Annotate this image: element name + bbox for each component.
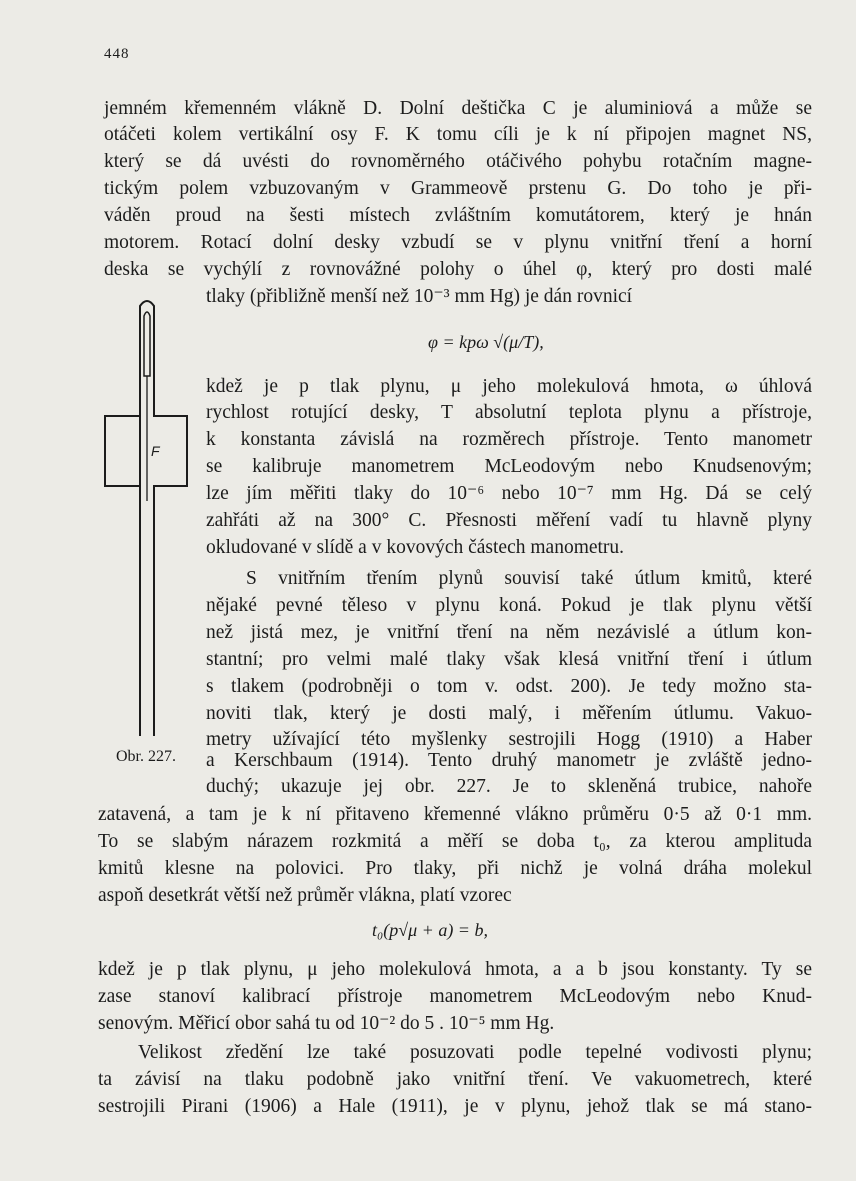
text-line: tlaky (přibližně menší než 10⁻³ mm Hg) je dán rovnicí [206, 286, 633, 307]
text-line: otáčeti kolem vertikální osy F. K tomu cíli je k ní připojen magnet NS, [104, 124, 812, 145]
text-line: To se slabým nárazem rozkmitá a měří se doba t₀, za kterou amplituda [98, 831, 812, 852]
text-line: s tlakem (podrobněji o tom v. odst. 200). Je tedy možno sta- [206, 676, 812, 697]
text-line: než jistá mez, je vnitřní tření na něm nezávislé a útlum kon- [206, 622, 812, 643]
text-line: sestrojili Pirani (1906) a Hale (1911), je v plynu, jehož tlak se má stano- [98, 1096, 812, 1117]
text-line: zatavená, a tam je k ní přitaveno křemenné vlákno průměru 0·5 až 0·1 mm. [98, 804, 812, 825]
page-number: 448 [104, 46, 130, 62]
text-line: Velikost zředění lze také posuzovati podle tepelné vodivosti plynu; [138, 1042, 812, 1063]
text-line: duchý; ukazuje jej obr. 227. Je to skleněná trubice, nahoře [206, 776, 812, 797]
text-line: jemném křemenném vlákně D. Dolní deštička C je aluminiová a může se [104, 98, 812, 119]
equation-1: φ = kpω √(μ/T), [428, 332, 544, 352]
text-line: noviti tlak, který je dosti malý, i měřením útlumu. Vakuo- [206, 703, 812, 724]
text-line: senovým. Měřicí obor sahá tu od 10⁻² do 5 . 10⁻⁵ mm Hg. [98, 1013, 555, 1034]
equation-2: t₀(p√μ + a) = b, [372, 920, 488, 940]
text-line: kdež je p tlak plynu, μ jeho molekulová hmota, a a b jsou konstanty. Ty se [98, 959, 812, 980]
text-line: motorem. Rotací dolní desky vzbudí se v plynu vnitřní tření a horní [104, 232, 812, 253]
text-line: kdež je p tlak plynu, μ jeho molekulová hmota, ω úhlová [206, 376, 812, 397]
text-line: rychlost rotující desky, T absolutní teplota plynu a přístroje, [206, 402, 812, 423]
text-line: který se dá uvésti do rovnoměrného otáčivého pohybu rotačním magne- [104, 151, 812, 172]
text-line: aspoň desetkrát větší než průměr vlákna, platí vzorec [98, 885, 512, 906]
text-line: lze jím měřiti tlaky do 10⁻⁶ nebo 10⁻⁷ mm Hg. Dá se celý [206, 483, 812, 504]
figure-caption: Obr. 227. [116, 748, 176, 765]
manometer-figure [100, 296, 192, 736]
text-line: ta závisí na tlaku podobně jako vnitřní tření. Ve vakuometrech, které [98, 1069, 812, 1090]
text-line: k konstanta závislá na rozměrech přístroje. Tento manometr [206, 429, 812, 450]
figure-label-f: F [151, 443, 160, 459]
text-line: tickým polem vzbuzovaným v Grammeově prstenu G. Do toho je při- [104, 178, 812, 199]
text-line: zahřáti až na 300° C. Přesnosti měření vadí tu hlavně plyny [206, 510, 812, 531]
text-line: metry užívající této myšlenky sestrojili Hogg (1910) a Haber [206, 729, 812, 750]
text-line: kmitů klesne na polovici. Pro tlaky, při nichž je volná dráha molekul [98, 858, 812, 879]
text-line: váděn proud na šesti místech zvláštním komutátorem, který je hnán [104, 205, 812, 226]
text-line: zase stanoví kalibrací přístroje manometrem McLeodovým nebo Knud- [98, 986, 812, 1007]
text-line: deska se vychýlí z rovnovážné polohy o úhel φ, který pro dosti malé [104, 259, 812, 280]
text-line: S vnitřním třením plynů souvisí také útlum kmitů, které [246, 568, 812, 589]
text-line: se kalibruje manometrem McLeodovým nebo Knudsenovým; [206, 456, 812, 477]
text-line: stantní; pro velmi malé tlaky však klesá vnitřní tření i útlum [206, 649, 812, 670]
text-line: okludované v slídě a v kovových částech manometru. [206, 537, 625, 558]
text-line: a Kerschbaum (1914). Tento druhý manometr je zvláště jedno- [206, 750, 812, 771]
text-line: nějaké pevné těleso v plynu koná. Pokud je tlak plynu větší [206, 595, 812, 616]
